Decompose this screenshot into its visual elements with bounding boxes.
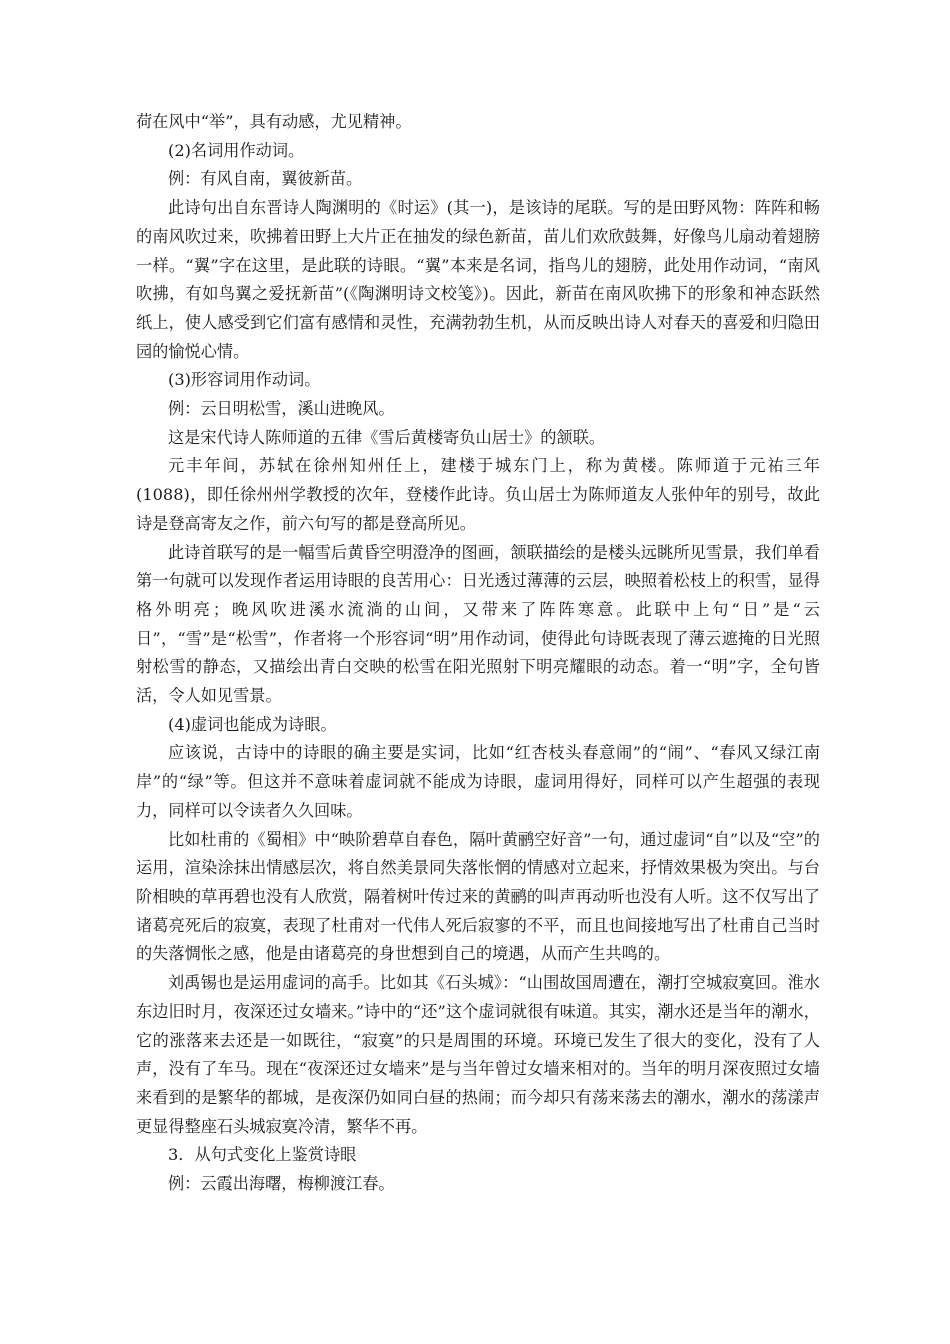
section-heading: 3．从句式变化上鉴赏诗眼 xyxy=(168,1145,357,1165)
example-line: 例：云日明松雪，溪山进晚风。 xyxy=(168,399,395,419)
section-heading: (2)名词用作动词。 xyxy=(168,140,305,160)
paragraph: 刘禹锡也是运用虚词的高手。比如其《石头城》：“山围故国周遭在，潮打空城寂寞回。淮水东边旧时月，夜深还过女墙来。”诗中的“还”这个虚词就很有味道。其实，潮水还是当年的潮水，它的涨落来去还是一如既往，“寂寞”的只是周围的环境。环境已发生了很大的变化，没有了人声，没有了车马。现在“夜深还过女墙来”是与当年曾过女墙来相对的。当年的明月深夜照过女墙来看到的是繁华的都城，是夜深仍如同白昼的热闹；而今却只有荡来荡去的潮水，潮水的荡漾声更显得整座石头城寂寞冷清，繁华不再。 xyxy=(136,973,820,1136)
paragraph: 元丰年间，苏轼在徐州知州任上，建楼于城东门上，称为黄楼。陈师道于元祐三年(1088)，即任徐州州学教授的次年，登楼作此诗。负山居士为陈师道友人张仲年的别号，故此诗是登高寄友之作，前六句写的都是登高所见。 xyxy=(136,456,820,533)
paragraph: 应该说，古诗中的诗眼的确主要是实词，比如“红杏枝头春意闹”的“闹”、“春风又绿江南岸”的“绿”等。但这并不意味着虚词就不能成为诗眼，虚词用得好，同样可以产生超强的表现力，同样可以令读者久久回味。 xyxy=(136,743,820,820)
example-line: 例：有风自南，翼彼新苗。 xyxy=(168,169,363,189)
paragraph: 此诗首联写的是一幅雪后黄昏空明澄净的图画，颔联描绘的是楼头远眺所见雪景，我们单看第一句就可以发现作者运用诗眼的良苦用心：日光透过薄薄的云层，映照着松枝上的积雪，显得格外明亮；晚风吹进溪水流淌的山间，又带来了阵阵寒意。此联中上句“日”是“云日”，“雪”是“松雪”，作者将一个形容词“明”用作动词，使得此句诗既表现了薄云遮掩的日光照射松雪的静态，又描绘出青白交映的松雪在阳光照射下明亮耀眼的动态。着一“明”字，全句皆活，令人如见雪景。 xyxy=(136,542,820,706)
paragraph: 比如杜甫的《蜀相》中“映阶碧草自春色，隔叶黄鹂空好音”一句，通过虚词“自”以及“空”的运用，渲染涂抹出情感层次，将自然美景同失落怅惘的情感对立起来，抒情效果极为突出。与台阶相映的草再碧也没有人欣赏，隔着树叶传过来的黄鹂的叫声再动听也没有人听。这不仅写出了诸葛亮死后的寂寞，表现了杜甫对一代伟人死后寂寥的不平，而且也间接地写出了杜甫自己当时的失落惆怅之感，他是由诸葛亮的身世想到自己的境遇，从而产生共鸣的。 xyxy=(136,829,820,964)
section-heading: (3)形容词用作动词。 xyxy=(168,370,321,390)
section-heading: (4)虚词也能成为诗眼。 xyxy=(168,714,337,734)
paragraph: 荷在风中“举”，具有动感，尤见精神。 xyxy=(136,112,412,131)
paragraph: 此诗句出自东晋诗人陶渊明的《时运》(其一)，是该诗的尾联。写的是田野风物：阵阵和畅的南风吹过来，吹拂着田野上大片正在抽发的绿色新苗，苗儿们欢欣鼓舞，好像鸟儿扇动着翅膀一样。“翼”字在这里，是此联的诗眼。“翼”本来是名词，指鸟儿的翅膀，此处用作动词，“南风吹拂，有如鸟翼之爱抚新苗”(《陶渊明诗文校笺》)。因此，新苗在南风吹拂下的形象和神态跃然纸上，使人感受到它们富有感情和灵性，充满勃勃生机，从而反映出诗人对春天的喜爱和归隐田园的愉悦心情。 xyxy=(136,198,820,361)
document-body xyxy=(136,108,820,1199)
example-line: 例：云霞出海曙，梅柳渡江春。 xyxy=(168,1174,395,1194)
paragraph: 这是宋代诗人陈师道的五律《雪后黄楼寄负山居士》的颔联。 xyxy=(168,427,606,447)
